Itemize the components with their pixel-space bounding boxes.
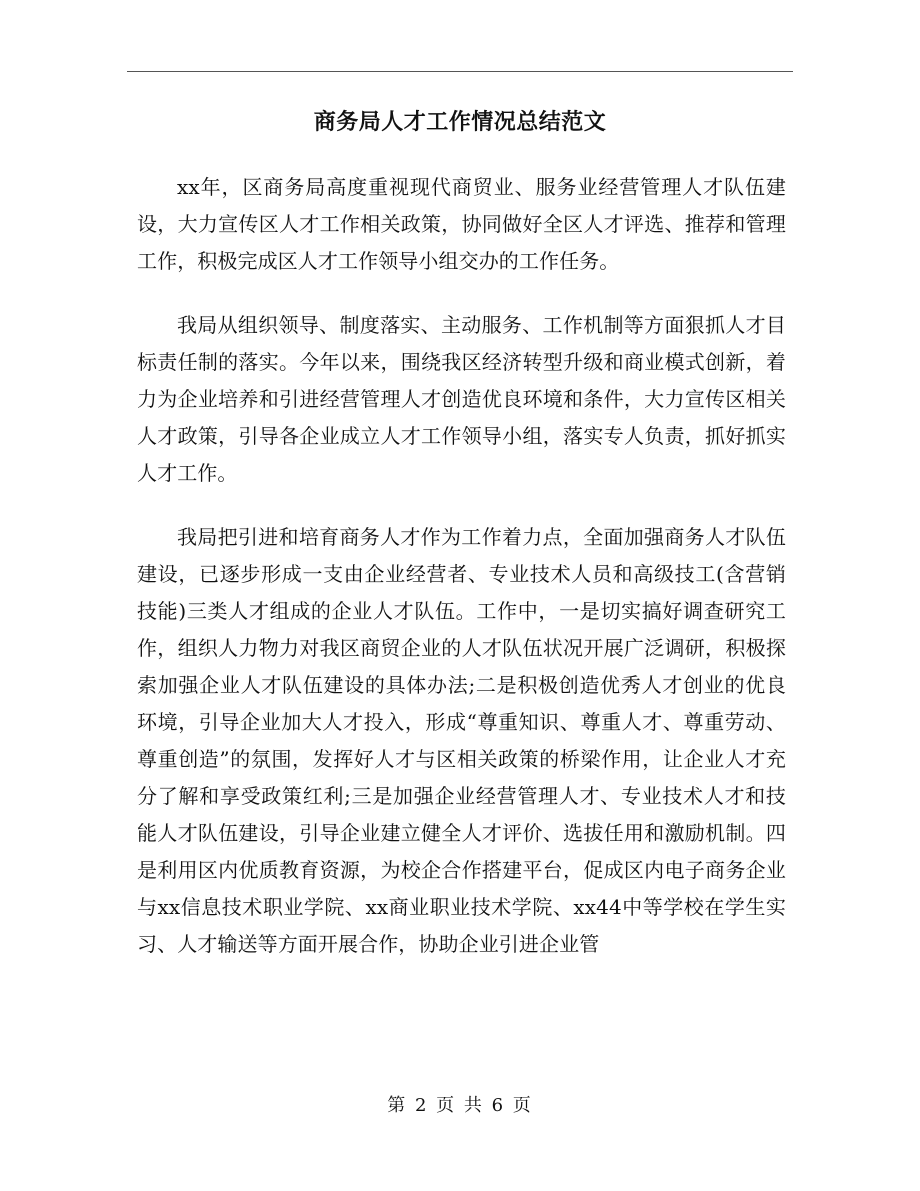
paragraph-3: 我局把引进和培育商务人才作为工作着力点，全面加强商务人才队伍建设，已逐步形成一支由企业经营者、专业技术人员和高级技工(含营销技能)三类人才组成的企业人才队伍。工作中，一是切实搞好调查研究工作，组织人力物力对我区商贸企业的人才队伍状况开展广泛调研，积极探索加强企业人才队伍建设的具体办法;二是积极创造优秀人才创业的优良环境，引导企业加大人才投入，形成“尊重知识、尊重人才、尊重劳动、尊重创造”的氛围，发挥好人才与区相关政策的桥梁作用，让企业人才充分了解和享受政策红利;三是加强企业经营管理人才、专业技术人才和技能人才队伍建设，引导企业建立健全人才评价、选拔任用和激励机制。四是利用区内优质教育资源，为校企合作搭建平台，促成区内电子商务企业与xx信息技术职业学院、xx商业职业技术学院、xx44中等学校在学生实习、人才输送等方面开展合作，协助企业引进企业管 (137, 525, 786, 956)
paragraph-1: xx年，区商务局高度重视现代商贸业、服务业经营管理人才队伍建设，大力宣传区人才工作相关政策，协同做好全区人才评选、推荐和管理工作，积极完成区人才工作领导小组交办的工作任务。 (137, 175, 786, 273)
document-body (137, 169, 786, 990)
document-title: 商务局人才工作情况总结范文 (313, 109, 607, 135)
header-rule (127, 71, 793, 72)
page-number: 第 2 页 共 6 页 (387, 1095, 533, 1116)
paragraph-2: 我局从组织领导、制度落实、主动服务、工作机制等方面狠抓人才目标责任制的落实。今年以来，围绕我区经济转型升级和商业模式创新，着力为企业培养和引进经营管理人才创造优良环境和条件，大力宣传区相关人才政策，引导各企业成立人才工作领导小组，落实专人负责，抓好抓实人才工作。 (137, 313, 786, 485)
